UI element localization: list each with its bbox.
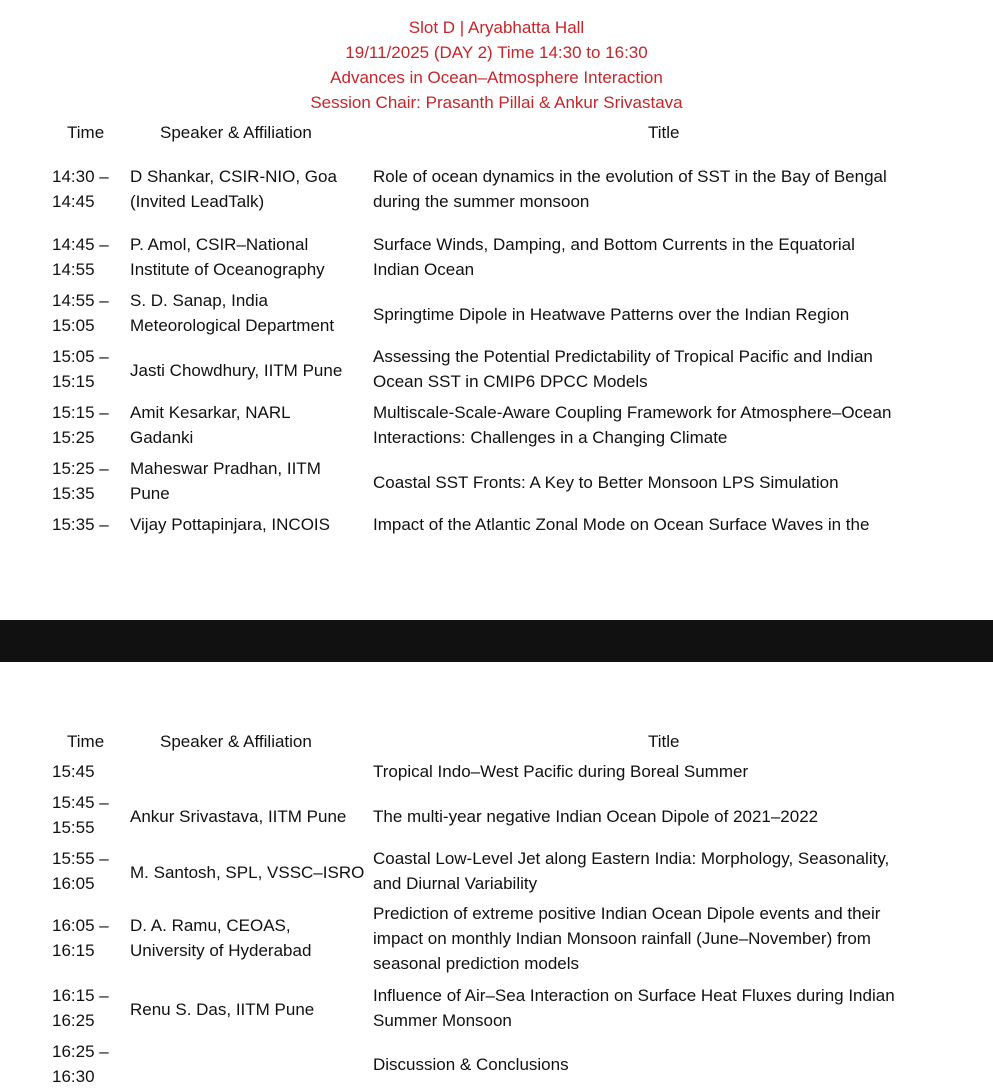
column-header-title: Title	[648, 732, 680, 751]
time-cell: 15:45 – 15:55	[52, 793, 109, 837]
time-cell: 15:55 – 16:05	[52, 849, 109, 893]
time-cell: 14:30 – 14:45	[52, 167, 109, 211]
speaker-cell: S. D. Sanap, India Meteorological Department	[130, 291, 335, 335]
title-cell	[373, 288, 988, 340]
time-cell: 16:25 – 16:30	[52, 1042, 109, 1086]
page-break-bar	[0, 620, 993, 662]
session-slot: Slot D | Aryabhatta Hall	[408, 18, 585, 37]
session-chair: Session Chair: Prasanth Pillai & Ankur Srivastava	[310, 93, 683, 112]
time-cell: 14:45 – 14:55	[52, 235, 109, 279]
time-cell: 15:15 – 15:25	[52, 403, 109, 447]
column-header-speaker: Speaker & Affiliation	[160, 732, 312, 751]
time-cell: 14:55 – 15:05	[52, 291, 109, 335]
speaker-text: Renu S. Das, IITM Pune	[130, 999, 315, 1019]
speaker-cell: Maheswar Pradhan, IITM Pune	[130, 459, 321, 503]
speaker-cell: D. A. Ramu, CEOAS, University of Hyderabad	[130, 916, 312, 960]
title-cell	[373, 456, 988, 508]
column-header-speaker: Speaker & Affiliation	[160, 123, 312, 142]
title-cell: Multiscale-Scale-Aware Coupling Framework for Atmosphere–Ocean Interactions: Challenges in a Changing Climate	[373, 403, 892, 447]
title-cell: Role of ocean dynamics in the evolution of SST in the Bay of Bengal during the summer monsoon	[373, 167, 887, 211]
speaker-cell	[130, 983, 370, 1035]
column-header-time: Time	[67, 732, 105, 751]
title-text: The multi-year negative Indian Ocean Dipole of 2021–2022	[373, 806, 819, 826]
speaker-text: Ankur Srivastava, IITM Pune	[130, 806, 347, 826]
speaker-cell	[130, 344, 370, 396]
speaker-text: M. Santosh, SPL, VSSC–ISRO	[130, 862, 365, 882]
time-cell: 16:15 – 16:25	[52, 986, 109, 1030]
speaker-cell: D Shankar, CSIR-NIO, Goa (Invited LeadTalk)	[130, 167, 337, 211]
title-cell: Impact of the Atlantic Zonal Mode on Ocean Surface Waves in the	[373, 515, 870, 534]
speaker-text: Jasti Chowdhury, IITM Pune	[130, 360, 343, 380]
title-text: Springtime Dipole in Heatwave Patterns over the Indian Region	[373, 304, 850, 324]
time-cell: 15:45	[52, 762, 95, 781]
session-date: 19/11/2025 (DAY 2) Time 14:30 to 16:30	[345, 43, 648, 62]
time-cell: 15:35 –	[52, 515, 109, 534]
title-text: Coastal SST Fronts: A Key to Better Monsoon LPS Simulation	[373, 472, 839, 492]
title-text: Discussion & Conclusions	[373, 1054, 569, 1074]
title-cell: Influence of Air–Sea Interaction on Surface Heat Fluxes during Indian Summer Monsoon	[373, 986, 895, 1030]
time-cell: 16:05 – 16:15	[52, 916, 109, 960]
title-cell: Assessing the Potential Predictability of Tropical Pacific and Indian Ocean SST in CMIP6 DPCC Models	[373, 347, 873, 391]
speaker-cell	[130, 846, 370, 898]
time-cell: 15:25 – 15:35	[52, 459, 109, 503]
speaker-cell	[130, 790, 370, 842]
title-cell: Surface Winds, Damping, and Bottom Currents in the Equatorial Indian Ocean	[373, 235, 855, 279]
title-cell	[373, 1039, 988, 1089]
title-cell: Tropical Indo–West Pacific during Boreal Summer	[373, 762, 749, 781]
title-cell: Prediction of extreme positive Indian Ocean Dipole events and their impact on monthly Indian Monsoon rainfall (June–November) from seasonal prediction models	[373, 904, 881, 973]
column-header-title: Title	[648, 123, 680, 142]
session-topic: Advances in Ocean–Atmosphere Interaction	[330, 68, 663, 87]
title-cell	[373, 790, 988, 842]
speaker-cell: P. Amol, CSIR–National Institute of Oceanography	[130, 235, 325, 279]
time-cell: 15:05 – 15:15	[52, 347, 109, 391]
speaker-cell: Amit Kesarkar, NARL Gadanki	[130, 403, 291, 447]
column-header-time: Time	[67, 123, 105, 142]
speaker-cell: Vijay Pottapinjara, INCOIS	[130, 515, 330, 534]
title-cell: Coastal Low-Level Jet along Eastern India: Morphology, Seasonality, and Diurnal Variability	[373, 849, 890, 893]
